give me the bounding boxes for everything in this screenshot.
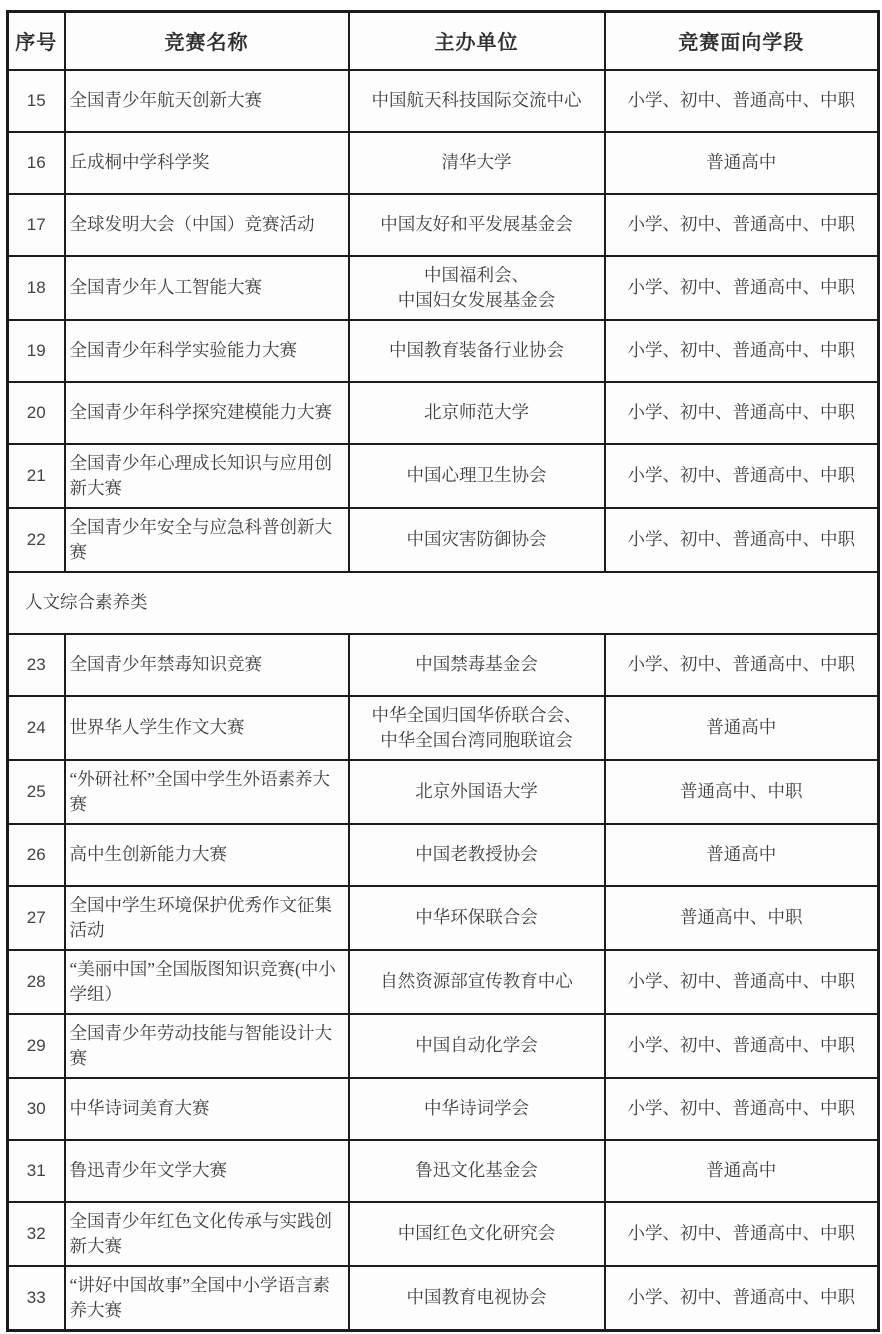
header-serial-number: 序号 <box>8 12 65 70</box>
row-number: 20 <box>8 382 65 444</box>
row-number: 21 <box>8 444 65 508</box>
competition-name: 全国青少年劳动技能与智能设计大赛 <box>65 1014 349 1078</box>
organizer-line: 北京外国语大学 <box>415 781 538 801</box>
organizer <box>349 320 605 382</box>
competition-name: 全国中学生环境保护优秀作文征集活动 <box>65 886 349 950</box>
competition-name: 全球发明大会（中国）竞赛活动 <box>65 194 349 256</box>
table-row <box>8 320 879 382</box>
organizer <box>349 194 605 256</box>
competition-name: “美丽中国”全国版图知识竞赛(中小学组） <box>65 950 349 1014</box>
organizer-line: 中华全国归国华侨联合会、 <box>371 704 582 725</box>
table-row <box>8 1202 879 1266</box>
row-number: 18 <box>8 256 65 320</box>
organizer <box>349 70 605 132</box>
table-row <box>8 950 879 1014</box>
organizer-line: 清华大学 <box>441 152 512 172</box>
header-target-stage: 竞赛面向学段 <box>605 12 879 70</box>
organizer-line: 自然资源部宣传教育中心 <box>380 971 573 991</box>
target-stage: 普通高中 <box>605 824 879 886</box>
organizer <box>349 886 605 950</box>
competition-table <box>6 10 880 1332</box>
row-number: 30 <box>8 1078 65 1140</box>
organizer <box>349 1140 605 1202</box>
table-row <box>8 132 879 194</box>
header-competition-name: 竞赛名称 <box>65 12 349 70</box>
target-stage: 小学、初中、普通高中、中职 <box>605 1202 879 1266</box>
organizer <box>349 444 605 508</box>
organizer <box>349 1266 605 1331</box>
competition-name: 世界华人学生作文大赛 <box>65 696 349 760</box>
row-number: 29 <box>8 1014 65 1078</box>
header-organizer: 主办单位 <box>349 12 605 70</box>
row-number: 23 <box>8 634 65 696</box>
competition-name: 全国青少年安全与应急科普创新大赛 <box>65 508 349 572</box>
organizer-line: 中国红色文化研究会 <box>397 1223 556 1243</box>
section-row <box>8 572 879 634</box>
target-stage: 小学、初中、普通高中、中职 <box>605 382 879 444</box>
organizer-line: 鲁迅文化基金会 <box>415 1160 538 1180</box>
table-row <box>8 696 879 760</box>
competition-name: 全国青少年人工智能大赛 <box>65 256 349 320</box>
row-number: 28 <box>8 950 65 1014</box>
competition-name: 全国青少年红色文化传承与实践创新大赛 <box>65 1202 349 1266</box>
row-number: 27 <box>8 886 65 950</box>
organizer-line: 中国老教授协会 <box>415 844 538 864</box>
competition-name: 全国青少年科学探究建模能力大赛 <box>65 382 349 444</box>
target-stage: 小学、初中、普通高中、中职 <box>605 1078 879 1140</box>
row-number: 17 <box>8 194 65 256</box>
table-row <box>8 444 879 508</box>
row-number: 19 <box>8 320 65 382</box>
table-row <box>8 824 879 886</box>
row-number: 25 <box>8 760 65 824</box>
row-number: 26 <box>8 824 65 886</box>
competition-name: 全国青少年航天创新大赛 <box>65 70 349 132</box>
target-stage: 小学、初中、普通高中、中职 <box>605 634 879 696</box>
organizer-line: 中国友好和平发展基金会 <box>380 214 573 234</box>
organizer <box>349 634 605 696</box>
target-stage: 普通高中、中职 <box>605 760 879 824</box>
competition-name: 高中生创新能力大赛 <box>65 824 349 886</box>
target-stage: 小学、初中、普通高中、中职 <box>605 444 879 508</box>
organizer-line: 中国航天科技国际交流中心 <box>371 90 582 110</box>
organizer <box>349 696 605 760</box>
organizer-line: 中国教育电视协会 <box>406 1287 547 1307</box>
competition-name: “外研社杯”全国中学生外语素养大赛 <box>65 760 349 824</box>
table-row <box>8 382 879 444</box>
target-stage: 小学、初中、普通高中、中职 <box>605 320 879 382</box>
table-row <box>8 760 879 824</box>
row-number: 16 <box>8 132 65 194</box>
table-row <box>8 1266 879 1331</box>
row-number: 33 <box>8 1266 65 1331</box>
table-row <box>8 1078 879 1140</box>
table-header-row <box>8 12 879 70</box>
table-row <box>8 70 879 132</box>
competition-name: 丘成桐中学科学奖 <box>65 132 349 194</box>
target-stage: 普通高中 <box>605 132 879 194</box>
organizer-line: 中国教育装备行业协会 <box>389 340 564 360</box>
organizer-line: 中国妇女发展基金会 <box>397 289 556 310</box>
organizer-line: 中国灾害防御协会 <box>406 529 547 549</box>
target-stage: 小学、初中、普通高中、中职 <box>605 70 879 132</box>
table-row <box>8 256 879 320</box>
target-stage: 小学、初中、普通高中、中职 <box>605 1014 879 1078</box>
organizer <box>349 1202 605 1266</box>
row-number: 22 <box>8 508 65 572</box>
competition-name: 鲁迅青少年文学大赛 <box>65 1140 349 1202</box>
target-stage: 普通高中 <box>605 696 879 760</box>
organizer <box>349 1014 605 1078</box>
table-row <box>8 1014 879 1078</box>
competition-name: 全国青少年科学实验能力大赛 <box>65 320 349 382</box>
target-stage: 小学、初中、普通高中、中职 <box>605 194 879 256</box>
competition-name: 中华诗词美育大赛 <box>65 1078 349 1140</box>
row-number: 32 <box>8 1202 65 1266</box>
organizer-line: 北京师范大学 <box>424 402 529 422</box>
organizer <box>349 1078 605 1140</box>
organizer <box>349 132 605 194</box>
target-stage: 普通高中、中职 <box>605 886 879 950</box>
competition-name: 全国青少年心理成长知识与应用创新大赛 <box>65 444 349 508</box>
organizer <box>349 256 605 320</box>
organizer <box>349 508 605 572</box>
organizer-line: 中华环保联合会 <box>415 907 538 927</box>
organizer-line: 中国自动化学会 <box>415 1035 538 1055</box>
table-row <box>8 886 879 950</box>
target-stage: 小学、初中、普通高中、中职 <box>605 950 879 1014</box>
table-row <box>8 1140 879 1202</box>
section-label: 人文综合素养类 <box>8 572 879 634</box>
organizer <box>349 760 605 824</box>
organizer <box>349 382 605 444</box>
table-body <box>8 70 879 1331</box>
organizer-line: 中国禁毒基金会 <box>415 654 538 674</box>
row-number: 31 <box>8 1140 65 1202</box>
table-row <box>8 194 879 256</box>
row-number: 15 <box>8 70 65 132</box>
target-stage: 小学、初中、普通高中、中职 <box>605 508 879 572</box>
organizer-line: 中国福利会、 <box>424 264 529 285</box>
organizer <box>349 824 605 886</box>
organizer-line: 中国心理卫生协会 <box>406 465 547 485</box>
competition-name: “讲好中国故事”全国中小学语言素养大赛 <box>65 1266 349 1331</box>
organizer-line: 中华诗词学会 <box>424 1098 529 1118</box>
table-row <box>8 508 879 572</box>
target-stage: 小学、初中、普通高中、中职 <box>605 256 879 320</box>
target-stage: 小学、初中、普通高中、中职 <box>605 1266 879 1331</box>
competition-name: 全国青少年禁毒知识竞赛 <box>65 634 349 696</box>
row-number: 24 <box>8 696 65 760</box>
target-stage: 普通高中 <box>605 1140 879 1202</box>
organizer <box>349 950 605 1014</box>
organizer-line: 中华全国台湾同胞联谊会 <box>380 729 573 750</box>
table-row <box>8 634 879 696</box>
